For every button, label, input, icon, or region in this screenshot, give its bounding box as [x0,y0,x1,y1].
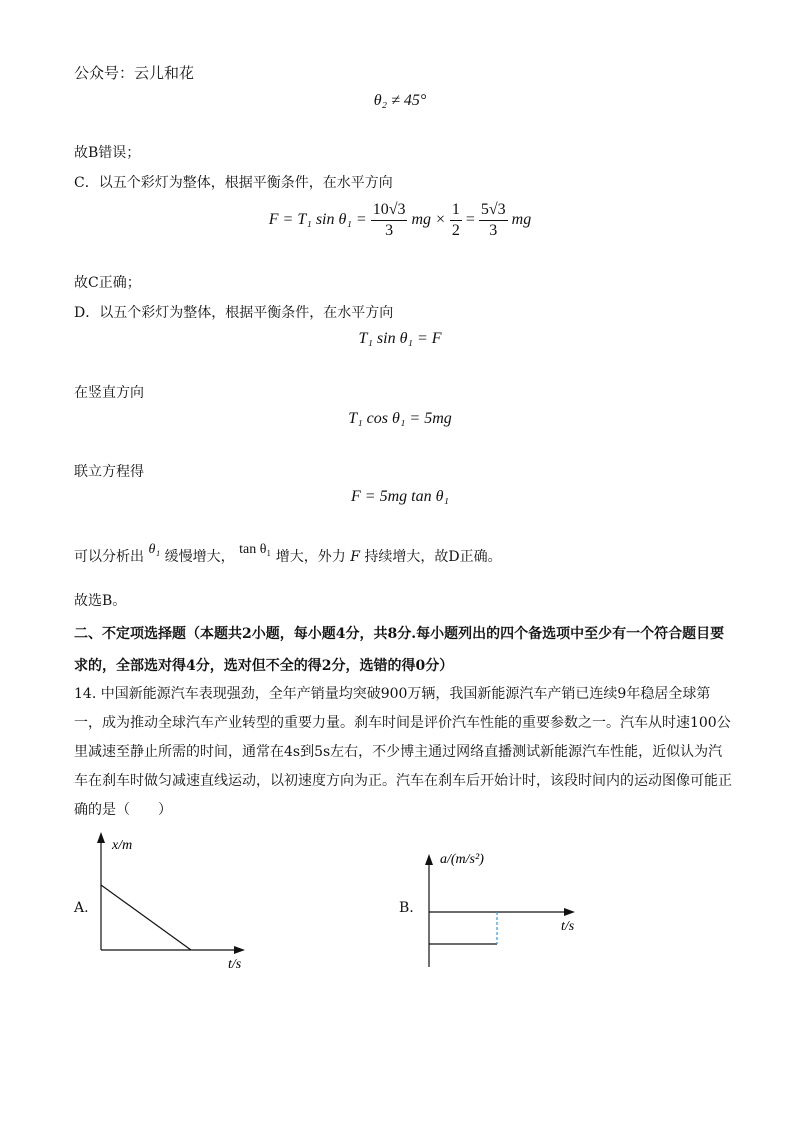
equation-d2: T₁ cos θ₁ = 5mg [348,410,452,427]
option-b-x-arrow [564,908,575,916]
analysis-part1: 可以分析出 [74,549,144,565]
text-vertical: 在竖直方向 [74,385,144,401]
equation-c [0,200,800,241]
option-a-label: A. [74,900,89,916]
option-b-y-arrow [425,854,433,865]
equation-theta2: θ₂ ≠ 45° [373,92,427,109]
text-combine: 联立方程得 [74,464,144,480]
eq-c-frac1-den: 3 [385,222,394,239]
option-a-line [101,885,191,950]
eq-c-frac2-den: 2 [451,222,460,239]
eq-c-frac1 [371,200,408,241]
eq-c-mid: mg × [411,211,446,229]
analysis-f: F [350,549,360,565]
equation-d3: F = 5mg tan θ₁ [351,488,449,505]
text-d-intro: D．以五个彩灯为整体，根据平衡条件，在水平方向 [74,305,394,321]
analysis-part2: 缓慢增大， [164,549,235,565]
eq-c-equals: = [465,211,475,229]
text-c-correct: 故C正确； [74,275,141,291]
eq-c-frac3-den: 3 [489,222,498,239]
option-b-graph [418,843,588,973]
eq-c-frac3 [479,200,508,241]
option-a-graph [90,828,260,973]
question-14: 14. 中国新能源汽车表现强劲，全年产销量均突破900万辆，我国新能源汽车产销已连续9年稳居全球第一，成为推动全球汽车产业转型的重要力量。刹车时间是评价汽车性能的重要参数之一。汽车从时速100公里减速至静止所需的时间，通常在4s到5s左右，不少博主通过网络直播测试新能源汽车性能，近似认为汽车在刹车时做匀减速直线运动，以初速度方向为正。汽车在刹车后开始计时，该段时间内的运动图像可能正确的是（ ） [74,686,732,818]
analysis-tan: tan θ₁ [239,542,272,557]
eq-c-frac3-num: 5√3 [479,200,508,221]
analysis-part4: 持续增大，故D正确。 [364,549,502,565]
eq-c-frac1-num: 10√3 [371,200,408,221]
option-b-x-label: t/s [561,919,575,934]
text-c-intro: C．以五个彩灯为整体，根据平衡条件，在水平方向 [74,175,393,191]
eq-c-frac2-num: 1 [450,200,462,221]
text-analysis [74,542,502,566]
analysis-theta: θ₁ [148,542,161,557]
section2-heading: 二、不定项选择题（本题共2小题，每小题4分，共8分.每小题列出的四个备选项中至少有一个符合题目要求的，全部选对得4分，选对但不全的得2分，选错的得0分） [74,626,725,674]
eq-c-frac2 [450,200,462,241]
text-choose-b: 故选B。 [74,593,127,609]
option-b-y-label: a/(m/s²) [440,852,484,867]
eq-c-lhs: F = T₁ sin θ₁ = [268,211,367,229]
text-b-wrong: 故B错误； [74,145,141,161]
equation-d1: T₁ sin θ₁ = F [358,330,442,347]
option-a-x-arrow [234,946,245,954]
eq-c-tail: mg [511,211,532,229]
analysis-part3: 增大，外力 [275,549,346,565]
option-a-x-label: t/s [228,957,242,972]
option-a-y-label: x/m [112,838,133,853]
watermark: 公众号：云儿和花 [74,64,195,82]
option-b-label: B. [399,900,414,916]
option-a-y-arrow [97,832,105,843]
